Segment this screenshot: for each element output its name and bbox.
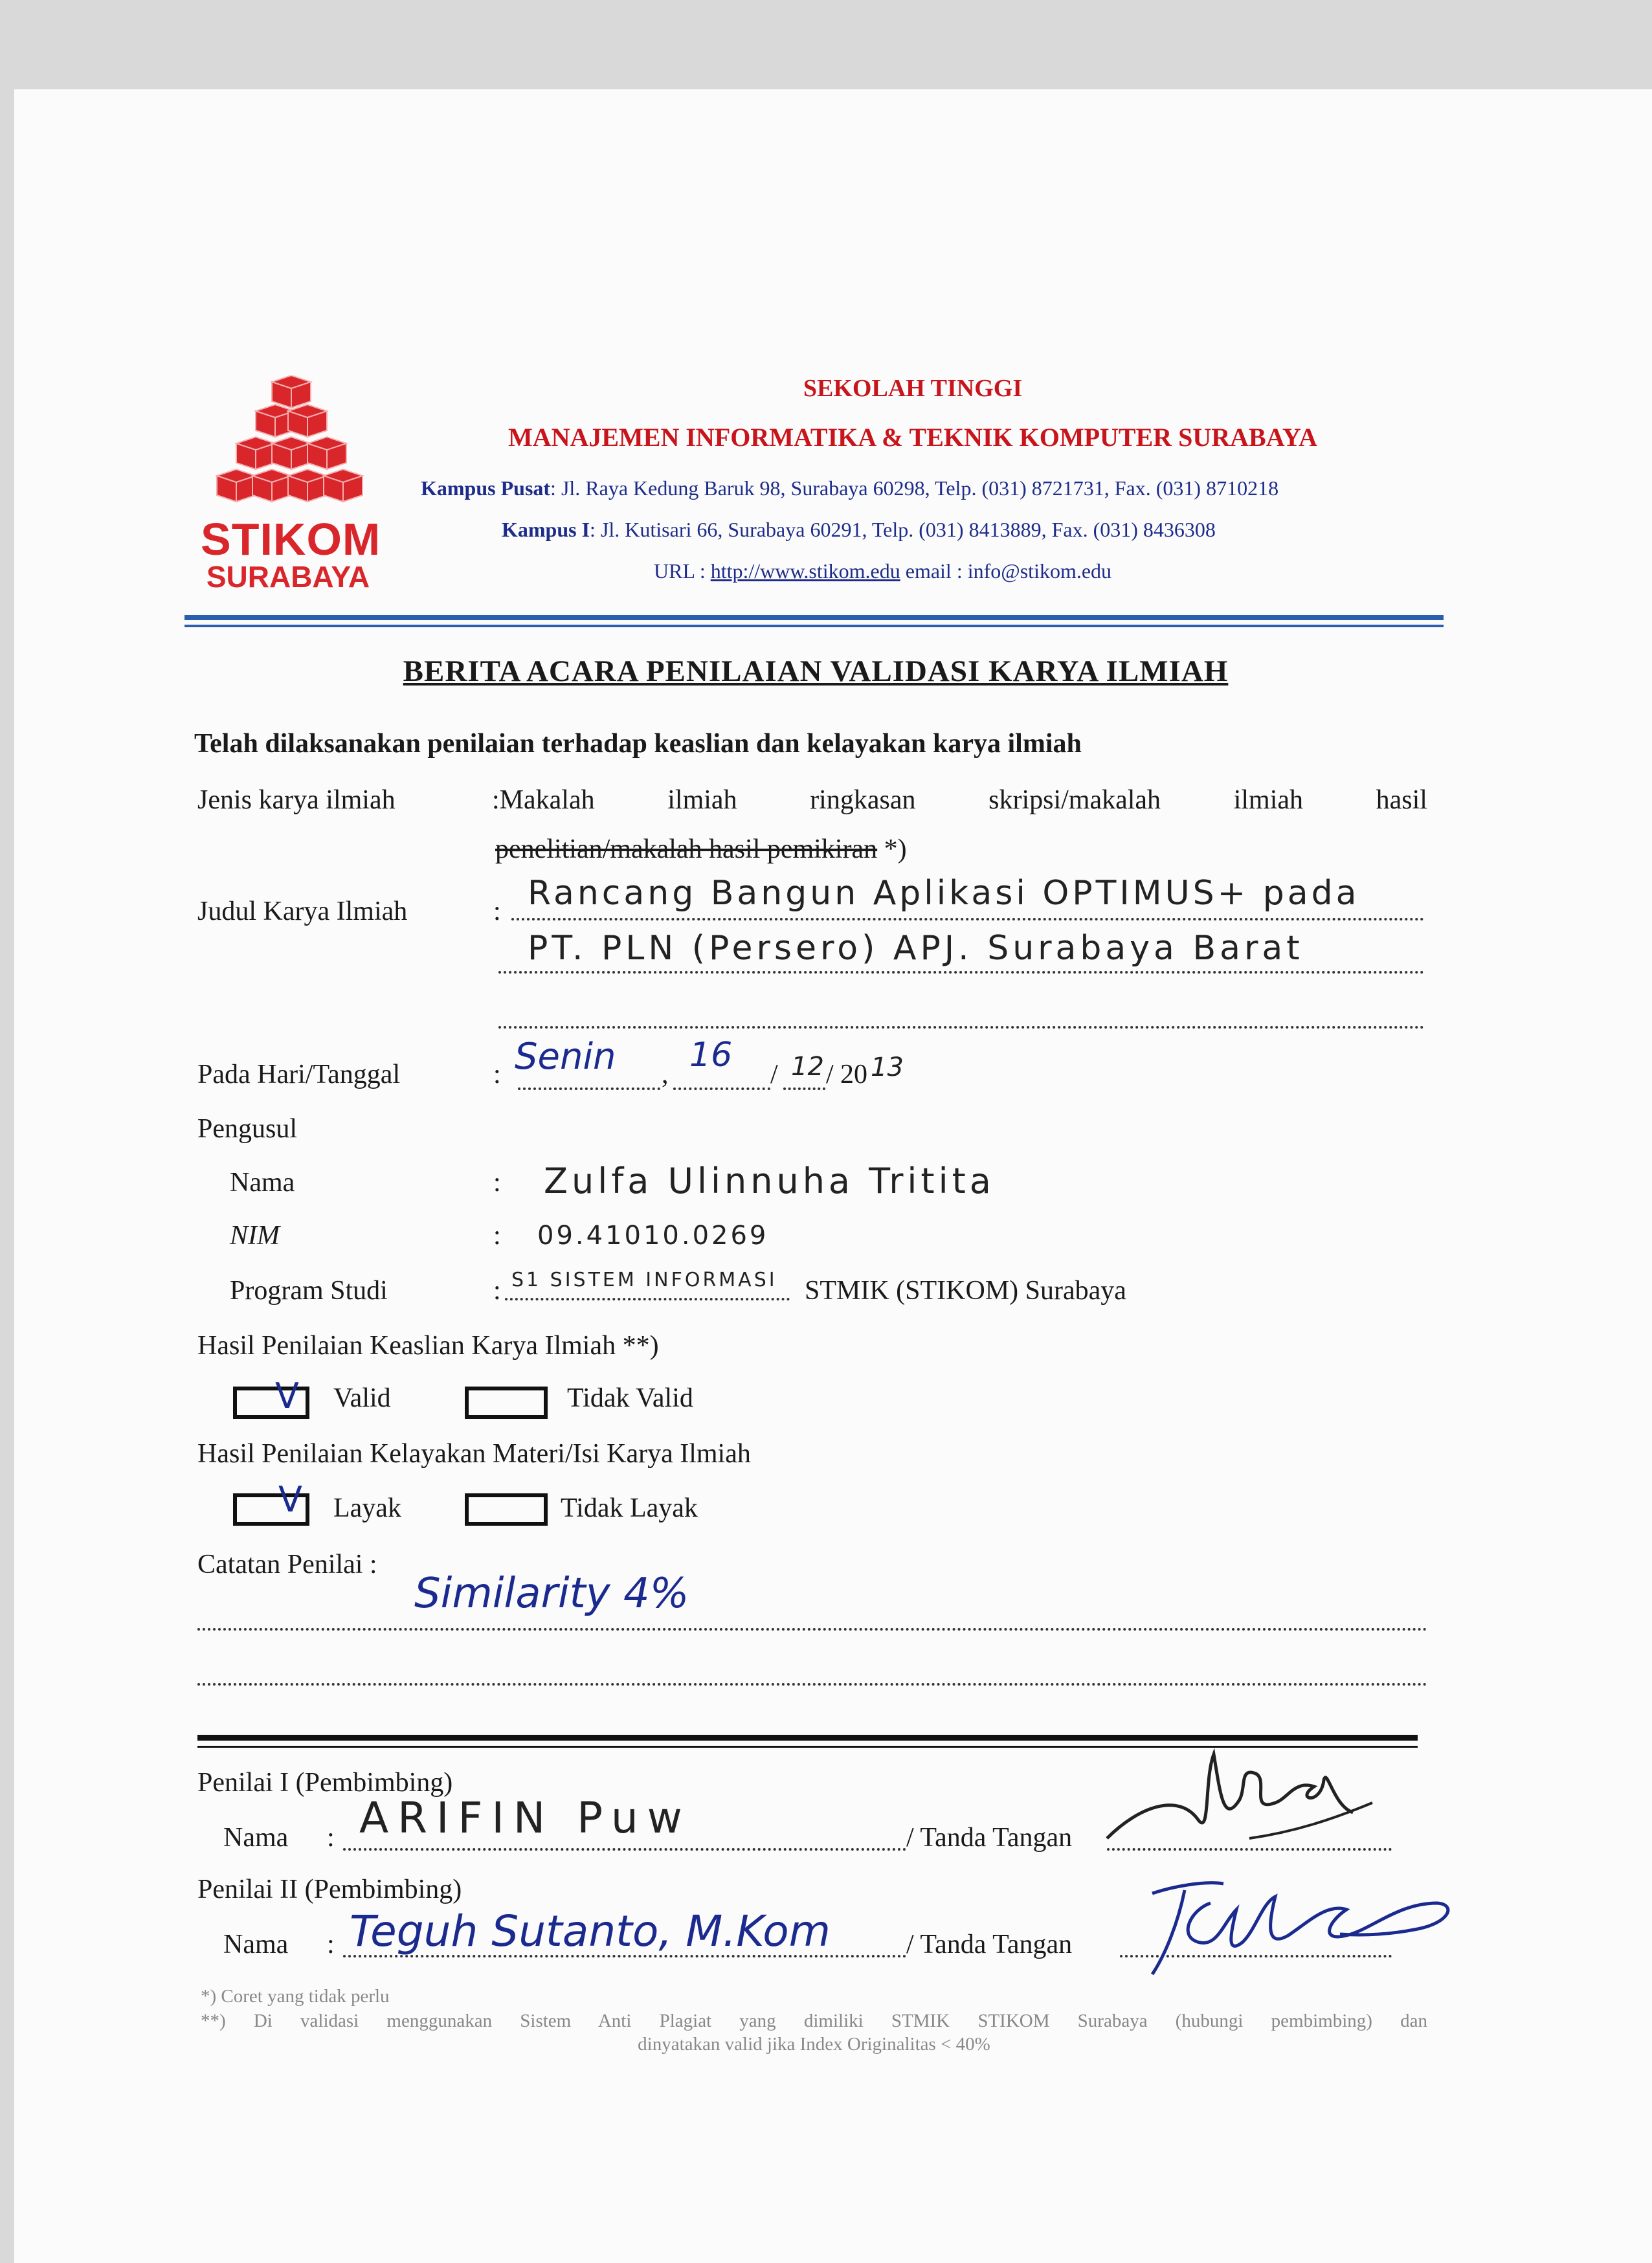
catatan-dotted-line-1: [197, 1628, 1427, 1631]
jenis-word: :Makalah: [492, 785, 595, 815]
penilai1-tanda-tangan-label: / Tanda Tangan: [906, 1823, 1073, 1853]
judul-label: Judul Karya Ilmiah: [197, 897, 408, 926]
catatan-handwritten: Similarity 4%: [414, 1570, 689, 1618]
tanggal-label: Pada Hari/Tanggal: [197, 1060, 401, 1089]
judul-handwritten-1: Rancang Bangun Aplikasi OPTIMUS+ pada: [528, 874, 1360, 913]
tidak-valid-label: Tidak Valid: [567, 1383, 693, 1413]
keaslian-label: Hasil Penilaian Keaslian Karya Ilmiah **): [197, 1331, 659, 1361]
penilai1-label: Penilai I (Pembimbing): [197, 1768, 453, 1798]
header-kampus-pusat: [421, 476, 1278, 500]
footnote-1: *) Coret yang tidak perlu: [201, 1986, 390, 2007]
footnote-2-line-1: **) Di validasi menggunakan Sistem Anti Plagiat yang dimiliki STMIK STIKOM Surabaya (hubungi pembimbing) dan: [201, 2011, 1427, 2031]
header-line-2: MANAJEMEN INFORMATIKA & TEKNIK KOMPUTER SURABAYA: [508, 423, 1318, 452]
penilai2-nama-label: Nama: [223, 1930, 289, 1959]
penilai2-label: Penilai II (Pembimbing): [197, 1875, 462, 1904]
tanggal-slash: /: [770, 1060, 778, 1089]
penilai2-nama-colon: :: [327, 1930, 335, 1959]
jenis-struck-text: penelitian/makalah hasil pemikiran: [495, 834, 878, 864]
logo-text-surabaya: SURABAYA: [206, 560, 370, 594]
tidak-layak-checkbox[interactable]: [465, 1493, 548, 1526]
penilai2-signature-icon: [1113, 1864, 1463, 1981]
header-rule-top: [184, 615, 1444, 620]
judul-dotted-line-3: [498, 1026, 1424, 1029]
layak-check-mark-icon: V: [278, 1479, 302, 1520]
logo-text-stikom: STIKOM: [201, 514, 381, 564]
judul-colon: :: [493, 897, 501, 926]
jenis-word: hasil: [1376, 785, 1427, 815]
header-line-1: SEKOLAH TINGGI: [803, 375, 1023, 402]
judul-handwritten-2: PT. PLN (Persero) APJ. Surabaya Barat: [528, 929, 1304, 968]
judul-dotted-line-1: [511, 918, 1424, 920]
prodi-suffix: STMIK (STIKOM) Surabaya: [805, 1276, 1126, 1306]
nim-label: NIM: [230, 1221, 280, 1251]
jenis-word: skripsi/makalah: [988, 785, 1161, 815]
separator-rule-thick: [197, 1735, 1418, 1741]
hari-dotted: [518, 1087, 660, 1090]
penilai1-nama-colon: :: [327, 1823, 335, 1853]
tanggal-day-dotted: [673, 1087, 770, 1090]
jenis-label: Jenis karya ilmiah: [197, 785, 396, 815]
prodi-colon: :: [493, 1276, 501, 1306]
url-link[interactable]: http://www.stikom.edu: [710, 559, 900, 583]
penilai2-tanda-tangan-label: / Tanda Tangan: [906, 1930, 1073, 1959]
tanggal-slash: /: [826, 1060, 834, 1089]
valid-check-mark-icon: V: [275, 1376, 299, 1416]
nama-label: Nama: [230, 1168, 295, 1198]
footnote-2-line-2: dinyatakan valid jika Index Originalitas < 40%: [638, 2034, 990, 2055]
valid-label: Valid: [333, 1383, 391, 1413]
tanggal-month-handwritten: 12: [791, 1052, 824, 1082]
nama-colon: :: [493, 1168, 501, 1198]
header-url-line: [654, 559, 1111, 583]
header-rule-bottom: [184, 625, 1444, 627]
prodi-label: Program Studi: [230, 1276, 388, 1306]
jenis-word: ilmiah: [1233, 785, 1304, 815]
pengusul-label: Pengusul: [197, 1114, 298, 1144]
jenis-word: ilmiah: [667, 785, 737, 815]
nim-colon: :: [493, 1221, 501, 1251]
tidak-valid-checkbox[interactable]: [465, 1387, 548, 1419]
header-kampus-i: [502, 518, 1216, 542]
nim-handwritten: 09.41010.0269: [537, 1221, 769, 1251]
jenis-word: ringkasan: [810, 785, 916, 815]
kampus-i-label: Kampus I: [502, 518, 590, 541]
prodi-handwritten: S1 SISTEM INFORMASI: [511, 1269, 777, 1291]
tanggal-comma: ,: [662, 1060, 669, 1089]
penilai1-nama-dotted: [343, 1848, 906, 1851]
judul-dotted-line-2: [498, 971, 1424, 974]
jenis-line-1: [492, 785, 1427, 816]
nama-handwritten: Zulfa Ulinnuha Tritita: [544, 1161, 995, 1201]
penilai1-nama-label: Nama: [223, 1823, 289, 1853]
kampus-pusat-text: : Jl. Raya Kedung Baruk 98, Surabaya 60298, Telp. (031) 8721731, Fax. (031) 8710218: [550, 476, 1279, 500]
penilai1-signature-icon: [1100, 1741, 1385, 1851]
url-label: URL :: [654, 559, 711, 583]
hari-handwritten: Senin: [515, 1036, 616, 1078]
jenis-tail: *): [877, 834, 907, 864]
intro-text: Telah dilaksanakan penilaian terhadap keaslian dan kelayakan karya ilmiah: [194, 729, 1082, 759]
form-title: BERITA ACARA PENILAIAN VALIDASI KARYA ILMIAH: [403, 654, 1229, 688]
catatan-dotted-line-2: [197, 1683, 1427, 1686]
kelayakan-label: Hasil Penilaian Kelayakan Materi/Isi Karya Ilmiah: [197, 1439, 751, 1469]
tanggal-month-dotted: [783, 1087, 825, 1090]
kampus-pusat-label: Kampus Pusat: [421, 476, 551, 500]
layak-label: Layak: [333, 1493, 401, 1523]
tanggal-colon: :: [493, 1060, 501, 1089]
jenis-line-2: [495, 834, 907, 865]
penilai2-nama-handwritten: Teguh Sutanto, M.Kom: [350, 1906, 831, 1956]
tanggal-year-handwritten: 13: [871, 1053, 904, 1082]
tidak-layak-label: Tidak Layak: [561, 1493, 698, 1523]
kampus-i-text: : Jl. Kutisari 66, Surabaya 60291, Telp. (031) 8413889, Fax. (031) 8436308: [590, 518, 1216, 541]
penilai1-nama-handwritten: ARIFIN Puw: [359, 1793, 691, 1843]
prodi-dotted: [505, 1298, 790, 1300]
email-text: email : info@stikom.edu: [900, 559, 1112, 583]
tanggal-day-handwritten: 16: [689, 1036, 733, 1075]
catatan-label: Catatan Penilai :: [197, 1550, 377, 1579]
stikom-logo-icon: [194, 375, 382, 518]
tanggal-year-prefix: 20: [840, 1060, 867, 1089]
